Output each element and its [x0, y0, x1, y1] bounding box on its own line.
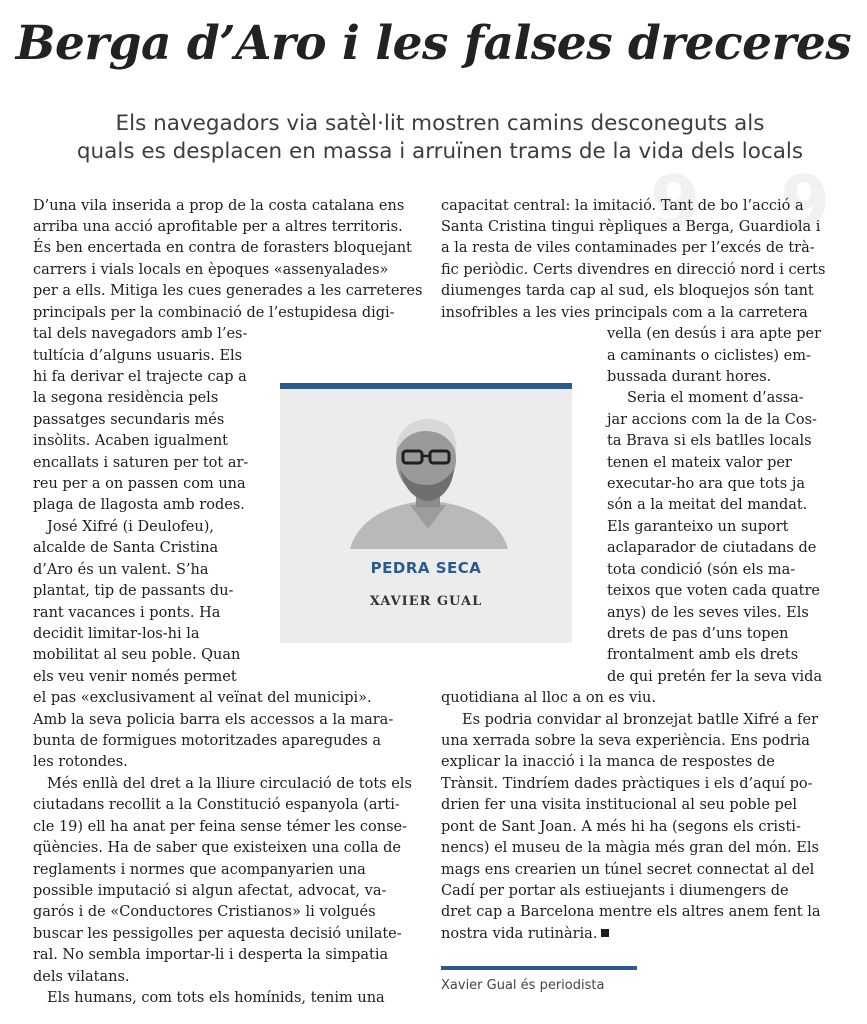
article-line: una xerrada sobre la seva experiència. Ens podria: [441, 733, 810, 749]
article-line: decidit limitar-los-hi la: [33, 626, 200, 642]
columnist-box: [280, 383, 572, 643]
article-line: dret cap a Barcelona mentre els altres anem fent la: [441, 904, 821, 920]
article-line: els veu venir només permet: [33, 669, 237, 685]
article-line: d’Aro és un valent. S’ha: [33, 562, 209, 578]
column-author-name: XAVIER GUAL: [369, 594, 483, 609]
article-line-last: [441, 924, 609, 945]
article-line: buscar les pessigolles per aquesta decisió unilate-: [33, 926, 402, 942]
column-section-title: PEDRA SECA: [370, 559, 482, 577]
article-line: Amb la seva policia barra els accessos a la mara-: [33, 712, 394, 728]
article-line: arriba una acció aprofitable per a altres territoris.: [33, 219, 403, 235]
article-line: reglaments i normes que acompanyarien una: [33, 862, 366, 878]
headline: Berga d’Aro i les falses dreceres: [15, 16, 852, 71]
article-line: anys) de les seves viles. Els: [607, 605, 809, 621]
article-line: passatges secundaris més: [33, 412, 225, 428]
article-line: És ben encertada en contra de forasters bloquejant: [33, 240, 412, 256]
article-line: Santa Cristina tingui rèpliques a Berga, Guardiola i: [441, 219, 821, 235]
article-line: tultícia d’alguns usuaris. Els: [33, 348, 243, 364]
article-line: D’una vila inserida a prop de la costa catalana ens: [33, 198, 405, 214]
article-line: de qui pretén fer la seva vida: [607, 669, 823, 685]
article-line: a caminants o ciclistes) em-: [607, 348, 811, 364]
article-line: encallats i saturen per tot ar-: [33, 455, 249, 471]
article-line: bussada durant hores.: [607, 369, 772, 385]
article-line: fic periòdic. Certs divendres en direcció nord i certs: [441, 262, 826, 278]
watermark-decoration: 9: [780, 160, 831, 244]
article-line: bunta de formigues motoritzades aparegudes a: [33, 733, 382, 749]
article-line: Seria el moment d’assa-: [627, 390, 804, 406]
article-line: drets de pas d’uns topen: [607, 626, 789, 642]
article-line: per a ells. Mitiga les cues generades a les carreteres: [33, 283, 423, 299]
article-line: ral. No sembla importar-li i desperta la simpatia: [33, 947, 389, 963]
subheadline-line-1: Els navegadors via satèl·lit mostren camins desconeguts als: [115, 111, 765, 136]
article-line: hi fa derivar el trajecte cap a: [33, 369, 247, 385]
article-line: carrers i vials locals en èpoques «assenyalades»: [33, 262, 389, 278]
article-line: les rotondes.: [33, 754, 128, 770]
article-line: rant vacances i ponts. Ha: [33, 605, 221, 621]
author-portrait: [340, 401, 515, 549]
square-end-mark-icon: [601, 929, 609, 937]
article-line: cle 19) ell ha anat per feina sense témer les conse-: [33, 819, 408, 835]
caption-rule: [441, 966, 637, 970]
article-line: vella (en desús i ara apte per: [607, 326, 821, 342]
article-line: jar accions com la de la Cos-: [607, 412, 817, 428]
article-line: qüències. Ha de saber que existeixen una colla de: [33, 840, 401, 856]
article-line: Els humans, com tots els homínids, tenim una: [47, 990, 385, 1006]
article-line: José Xifré (i Deulofeu),: [47, 519, 214, 535]
article-line: Més enllà del dret a la lliure circulació de tots els: [47, 776, 412, 792]
article-line: Cadí per portar als estiuejants i diumengers de: [441, 883, 789, 899]
article-line: mags ens crearien un túnel secret connectat al del: [441, 862, 815, 878]
article-line: plaga de llagosta amb rodes.: [33, 497, 245, 513]
article-line: garós i de «Conductores Cristianos» li volgués: [33, 904, 376, 920]
article-line: el pas «exclusivament al veïnat del municipi».: [33, 690, 372, 706]
article-line: capacitat central: la imitació. Tant de bo l’acció a: [441, 198, 804, 214]
article-line: insofribles a les vies principals com a la carretera: [441, 305, 808, 321]
author-caption: Xavier Gual és periodista: [441, 978, 605, 993]
article-line: tal dels navegadors amb l’es-: [33, 326, 248, 342]
article-line: Trànsit. Tindríem dades pràctiques i els d’aquí po-: [441, 776, 813, 792]
article-line: alcalde de Santa Cristina: [33, 540, 219, 556]
article-line: són a la meitat del mandat.: [607, 497, 808, 513]
article-line: pont de Sant Joan. A més hi ha (segons els cristi-: [441, 819, 801, 835]
article-line: plantat, tip de passants du-: [33, 583, 234, 599]
article-line: possible imputació si algun afectat, advocat, va-: [33, 883, 387, 899]
subheadline-line-2: quals es desplacen en massa i arruïnen trams de la vida dels locals: [76, 139, 804, 164]
watermark-decoration: 9: [650, 160, 701, 244]
article-line: ta Brava si els batlles locals: [607, 433, 812, 449]
article-line: drien fer una visita institucional al seu poble pel: [441, 797, 798, 813]
article-line: nencs) el museu de la màgia més gran del món. Els: [441, 840, 819, 856]
article-line: teixos que voten cada quatre: [607, 583, 820, 599]
article-line: tenen el mateix valor per: [607, 455, 792, 471]
article-line: aclaparador de ciutadans de: [607, 540, 817, 556]
article-line: diumenges tarda cap al sud, els bloquejos són tant: [441, 283, 814, 299]
article-line-text: nostra vida rutinària.: [441, 926, 598, 942]
article-line: frontalment amb els drets: [607, 647, 799, 663]
article-line: mobilitat al seu poble. Quan: [33, 647, 241, 663]
article-line: insòlits. Acaben igualment: [33, 433, 228, 449]
article-line: dels vilatans.: [33, 969, 130, 985]
article-line: executar-ho ara que tots ja: [607, 476, 805, 492]
article-line: Es podria convidar al bronzejat batlle Xifré a fer: [462, 712, 819, 728]
article-line: reu per a on passen com una: [33, 476, 246, 492]
article-line: explicar la inacció i la manca de respostes de: [441, 754, 775, 770]
article-line: principals per la combinació de l’estupidesa digi-: [33, 305, 395, 321]
article-line: quotidiana al lloc a on es viu.: [441, 690, 656, 706]
article-line: Els garanteixo un suport: [607, 519, 789, 535]
article-line: a la resta de viles contaminades per l’excés de trà-: [441, 240, 815, 256]
article-line: ciutadans recollit a la Constitució espanyola (arti-: [33, 797, 400, 813]
article-line: la segona residència pels: [33, 390, 219, 406]
article-line: tota condició (són els ma-: [607, 562, 796, 578]
